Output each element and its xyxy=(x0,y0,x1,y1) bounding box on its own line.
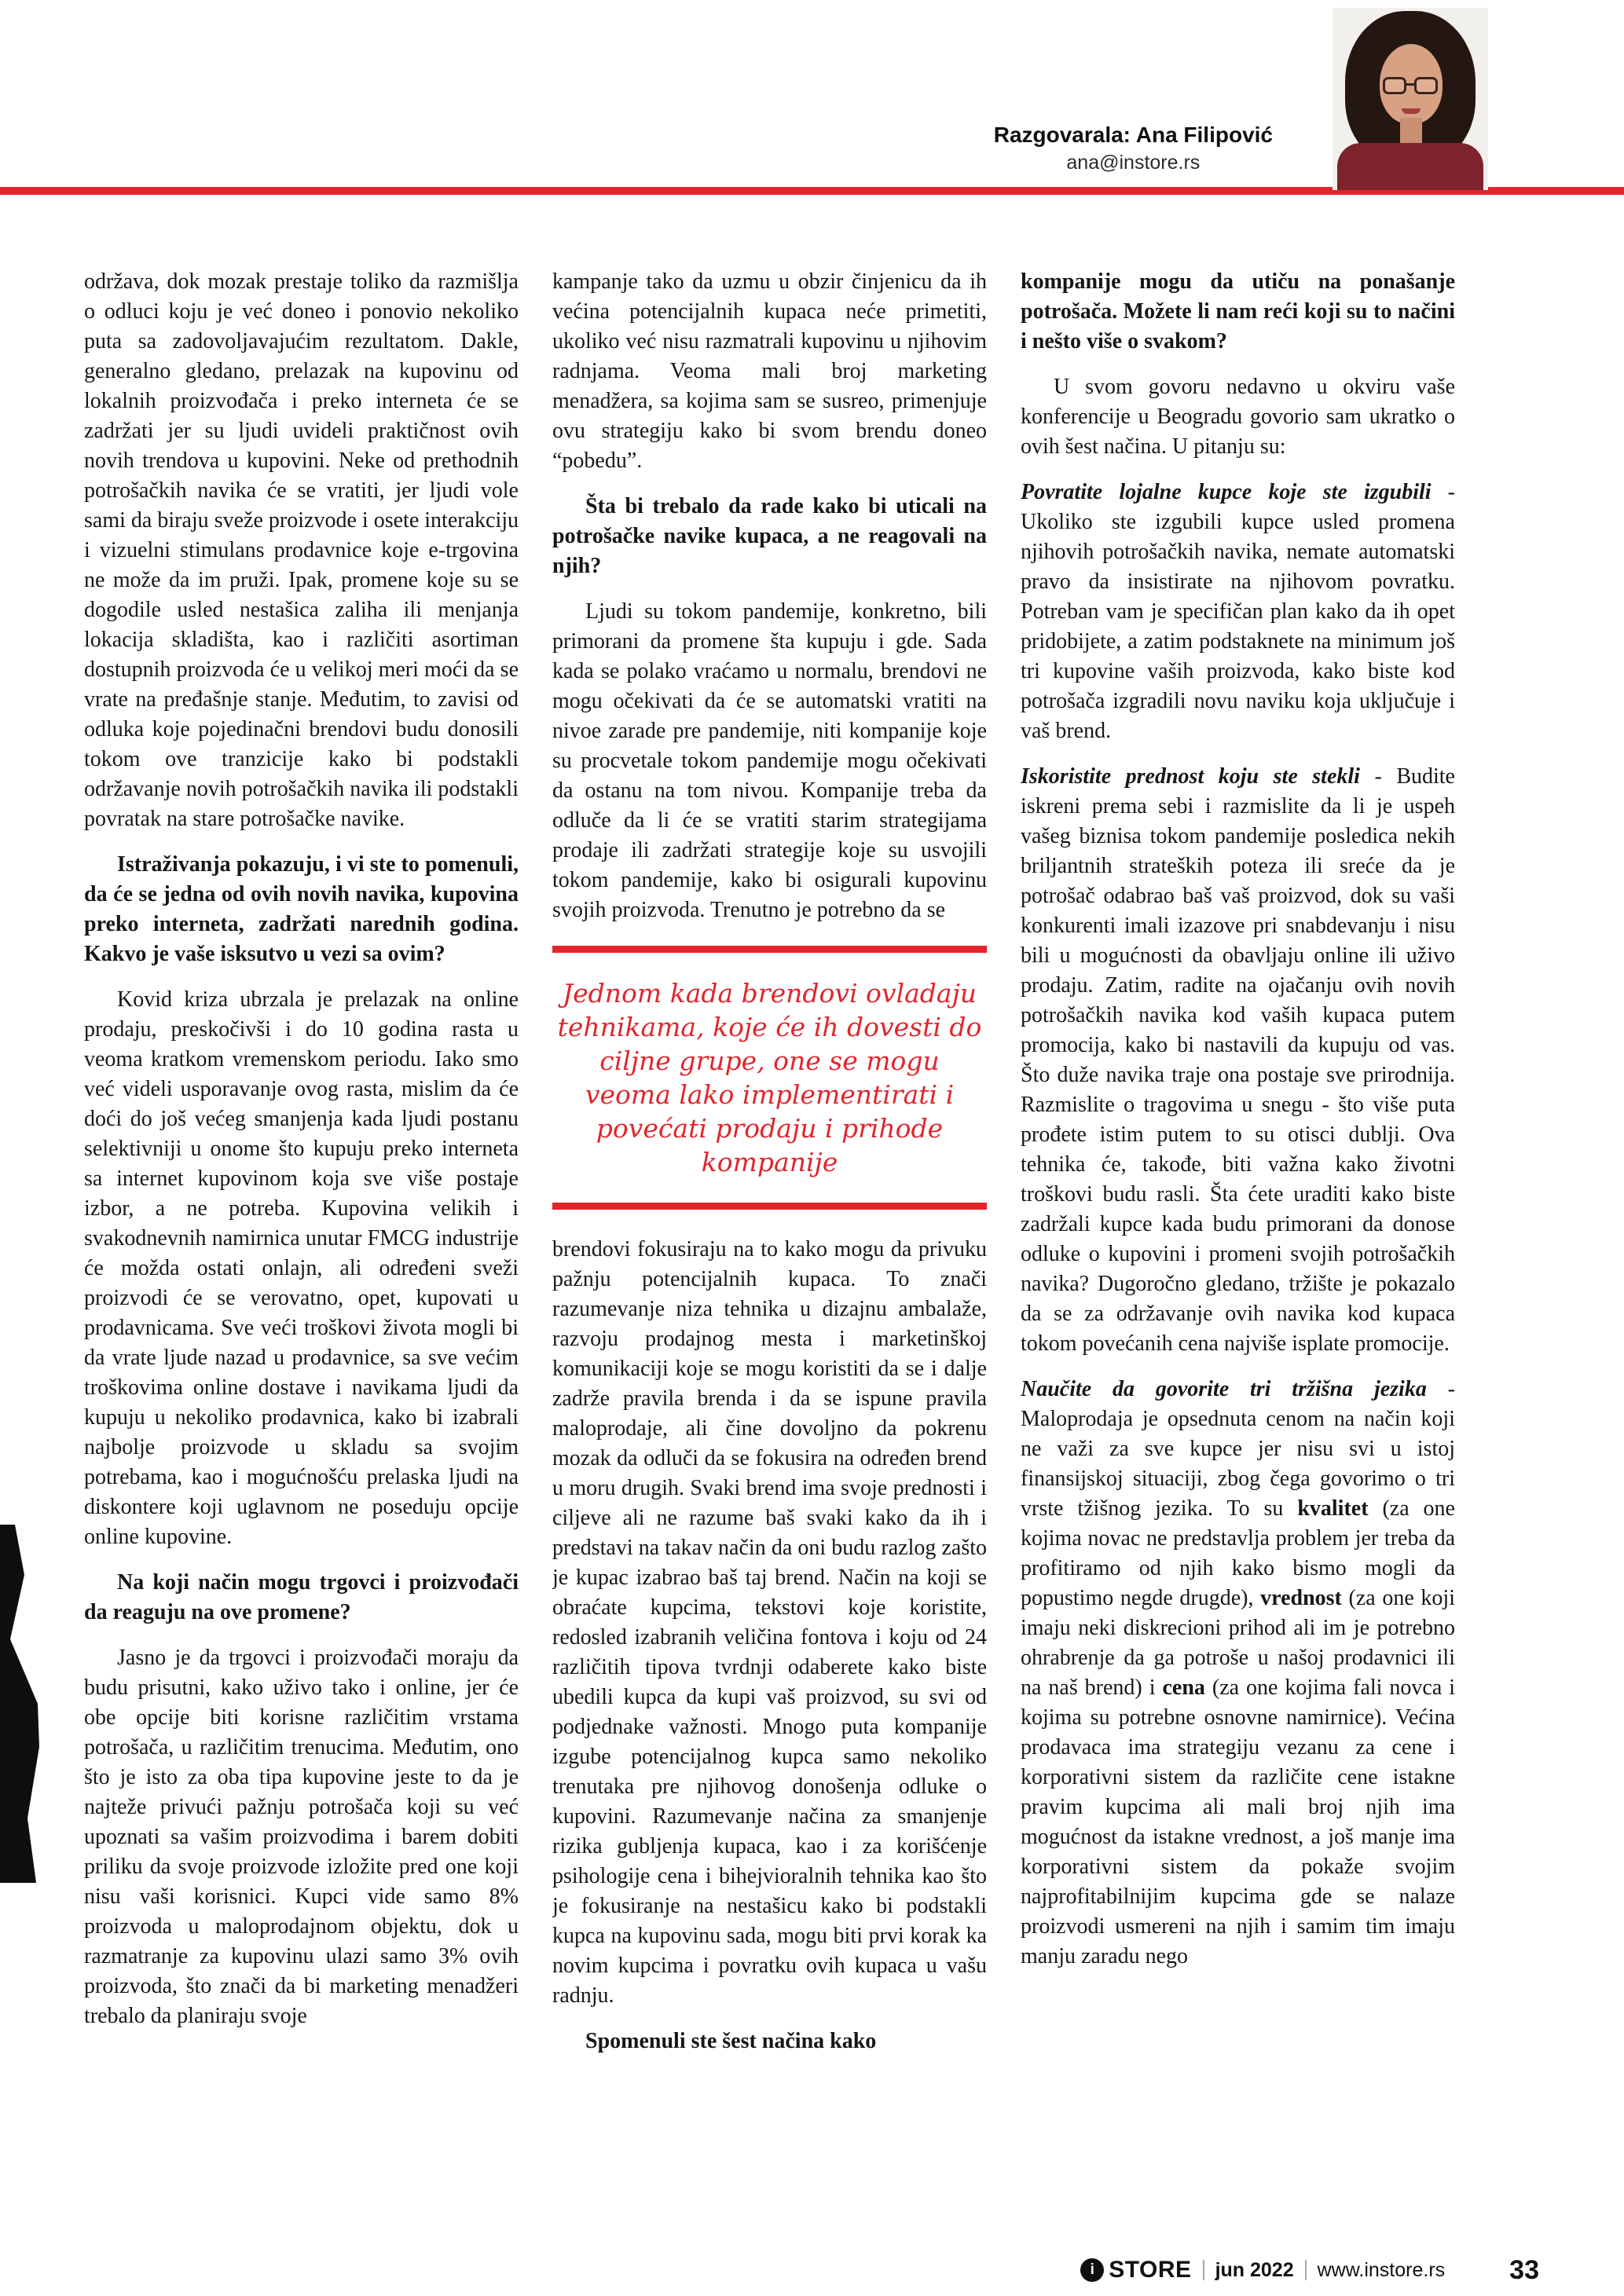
text-run: brendovi fokusiraju na to kako mogu da privuku pažnju potencijalnih kupaca. To znači razumevanje niza tehnika u dizajnu ambalaže, razvoju prodajnog mesta i marketinškoj komunikaciji koje se mogu koristiti da se i dalje zadrže pravila brenda i da se ispune pravila maloprodaje, ali čine dovoljno da pokrenu mozak da odluči da se fokusira na određen brend u moru drugih. Svaki brend ima svoje prednosti i ciljeve ali ne razume baš svaki kako da ih i predstavi na takav način da oni budu razlog zašto je kupac izabrao baš taj brend. Način na koji se obraćate kupcima, tekstovi koje koristite, redosled izabranih veličina fontova i koju od 24 različitih tipova tvrdnji odaberete kako biste ubedili kupca da kupi vaš proizvod, su svi od podjednake važnosti. Mnogo puta kompanije izgube potencijalnog kupca samo nekoliko trenutaka pre njihovog donošenja odluke o kupovini. Razumevanje načina za smanjenje rizika gubljenja kupaca, kao i za korišćenje psihologije cena i bihejvioralnih tehnika kao što je fokusiranje na nestašicu kako bi podstakli kupca na kupovinu sada, mogu biti prvi korak ka novim kupcima i povratku ovih kupaca u vašu radnju. xyxy=(552,1237,987,2008)
body-paragraph xyxy=(552,1235,987,2011)
body-paragraph xyxy=(1021,762,1455,1359)
subheading-lead: Naučite da govorite tri tržišna jezika xyxy=(1021,1377,1427,1401)
column-2 xyxy=(552,267,987,2251)
column-3 xyxy=(1021,267,1455,2251)
glasses-bridge xyxy=(1406,83,1414,86)
pull-quote-rule-bottom xyxy=(552,1203,987,1210)
interview-question xyxy=(1021,267,1455,357)
author-portrait-photo xyxy=(1333,8,1488,190)
pull-quote-text: Jednom kada brendovi ovladaju tehnikama, koje će ih dovesti do ciljne grupe, one se mogu veoma lako implementirati i povećati prodaju i prihode kompanije xyxy=(557,978,982,1177)
text-run: (za one kojima fali novca i kojima su potrebne osnovne namirnice). Većina prodavaca ima strategiju vezanu za cene i korporativni sistem da različite cene istakne pravim kupcima ali mali broj njih ima mogućnost da istakne vrednost, a još manje ima korporativni sistem da pokaže svojim najprofitabilnijim kupcima gde se nalaze proizvodi usmereni na njih i samim tim imaju manju zaradu nego xyxy=(1021,1675,1455,1968)
emphasized-term: kvalitet xyxy=(1297,1496,1369,1521)
emphasized-term: cena xyxy=(1162,1675,1205,1700)
glasses-icon xyxy=(1414,77,1438,94)
text-run: - Budite iskreni prema sebi i razmislite da li je uspeh vašeg biznisa tokom pandemije posledica nekih briljantnih strateških poteza ili sreće da je potrošač odabrao baš vaš proizvod, dok su vaši konkurenti imali izazove pri snabdevanju i nisu bili u mogućnosti da obavljaju online ili uživo prodaju. Zatim, radite na ojačanju ovih novih potrošačkih navika kod vaših kupaca putem promocija, kako bi nastavili da kupuju od vas. Što duže navika traje ona postaje sve prirodnija. Razmislite o tragovima u snegu - što više puta prođete istim putem to su otisci dublji. Ova tehnika će, takođe, biti važna kako životni troškovi budu rasli. Šta ćete uraditi kako biste zadržali kupce kada budu primorani da donose odluke o kupovini i promeni svojih potrošačkih navika? Dugoročno gledano, tržište je pokazalo da se za održavanje ovih navika kod kupaca tokom povećanih cena najviše isplate promocije. xyxy=(1021,764,1455,1356)
body-paragraph xyxy=(84,267,519,834)
page-footer xyxy=(84,2253,1539,2287)
page-number: 33 xyxy=(1509,2254,1539,2285)
instore-logo-letter: i xyxy=(1090,2261,1094,2278)
body-paragraph xyxy=(1021,1375,1455,1972)
body-paragraph xyxy=(552,597,987,925)
portrait-mouth xyxy=(1402,108,1421,114)
portrait-torso xyxy=(1337,143,1483,190)
left-edge-photo-fragment xyxy=(0,1525,39,1883)
interview-question xyxy=(552,492,987,581)
text-run: kompanije mogu da utiču na ponašanje potrošača. Možete li nam reći koji su to načini i nešto više o svakom? xyxy=(1021,269,1455,353)
text-run: Na koji način mogu trgovci i proizvođači da reaguju na ove promene? xyxy=(84,1570,519,1624)
text-run: Jasno je da trgovci i proizvođači moraju da budu prisutni, kako uživo tako i online, jer će obe opcije biti korisne različitim vrstama potrošača, u različitim trenucima. Međutim, ono što je isto za oba tipa kupovine jeste to da je najteže privući pažnju potrošača koji su već upoznati sa vašim proizvodima i barem dobiti priliku da svoje proizvode izložite pred one koji nisu vaši korisnici. Kupci vide samo 8% proizvoda u maloprodajnom objektu, dok u razmatranje za kupovinu ulazi samo 3% ovih proizvoda, što znači da bi marketing menadžeri trebalo da planiraju svoje xyxy=(84,1646,519,2028)
footer-website: www.instore.rs xyxy=(1317,2258,1446,2281)
text-run: - Maloprodaja je opsednuta cenom na način koji ne važi za sve kupce jer nisu svi u istoj finansijskoj situaciji, zbog čega govorimo o tri vrste tžišnog jezika. To su xyxy=(1021,1377,1455,1521)
glasses-icon xyxy=(1383,77,1406,94)
text-run: (za one kojima novac ne predstavlja problem jer treba da profitiramo od njih kako bismo mogli da popustimo negde drugde), xyxy=(1021,1496,1455,1610)
instore-logo-icon xyxy=(1080,2258,1104,2282)
interview-question xyxy=(84,850,519,969)
body-paragraph xyxy=(1021,372,1455,462)
article-body xyxy=(84,267,1455,2251)
text-run: Kovid kriza ubrzala je prelazak na online prodaju, preskočivši i do 10 godina rasta u veoma kratkom vremenskom periodu. Iako smo već videli usporavanje ovog rasta, mislim da će doći do još većeg smanjenja kada ljudi postanu selektivniji u onome što kupuju preko interneta sa internet kupovinom koja sve više postaje izbor, a ne potreba. Kupovina velikih i svakodnevnih namirnica unutar FMCG industrije će možda ostati onlajn, ali određeni sveži proizvodi će se verovatno, opet, kupovati u prodavnicama. Sve veći troškovi života mogli bi da vrate ljude nazad u prodavnice, sa sve većim troškovima online dostave i navikama ljudi da kupuju u nekoliko prodavnica, kako bi izabrali najbolje proizvode u skladu sa svojim potrebama, kao i mogućnošću prelaska ljudi na diskontere koji uglavnom ne poseduju opcije online kupovine. xyxy=(84,987,519,1549)
footer-brand-text: STORE xyxy=(1109,2257,1192,2283)
subheading-lead: Povratite lojalne kupce koje ste izgubili xyxy=(1021,480,1432,504)
body-paragraph xyxy=(84,1643,519,2031)
text-run: Šta bi trebalo da rade kako bi uticali na potrošačke navike kupaca, a ne reagovali na njih? xyxy=(552,494,987,578)
text-run: - Ukoliko ste izgubili kupce usled promena njihovih potrošačkih navika, nemate automatski pravo da insistirate na njihovom povratku. Potreban vam je specifičan plan kako da ih opet pridobijete, a zatim podstaknete na minimum još tri kupovine vaših proizvoda, kako biste kod potrošača izgradili novu naviku koja uključuje i vaš brend. xyxy=(1021,480,1455,743)
text-run: održava, dok mozak prestaje toliko da razmišlja o odluci koju je već doneo i ponovio nekoliko puta sa zadovoljavajućim rezultatom. Dakle, generalno gledano, prelazak na kupovinu od lokalnih proizvođača i preko interneta će se zadržati jer su ljudi uvideli praktičnost ovih novih trendova u kupovini. Neke od prethodnih potrošačkih navika će se vratiti, jer ljudi vole sami da biraju sveže proizvode i osete interakciju i vizuelni stimulans prodavnice koje e-trgovina ne može da im pruži. Ipak, promene koje su se dogodile usled nestašica zaliha ili menjanja lokacija skladišta, kao i različiti asortiman dostupnih proizvoda će u velikoj meri moći da se vrate na pređašnje stanje. Međutim, to zavisi od odluka koje pojedinačni brendovi budu donosili tokom ove tranzicije kako bi podstakli održavanje novih potrošačkih navika ili podstakli povratak na stare potrošačke navike. xyxy=(84,269,519,831)
text-run: kampanje tako da uzmu u obzir činjenicu da ih većina potencijalnih kupaca neće primetiti, ukoliko već nisu razmatrali kupovinu u njihovim radnjama. Veoma mali broj marketing menadžera, sa kojima sam se susreo, primenjuje ovu strategiju kako bi svom brendu doneo “pobedu”. xyxy=(552,269,987,473)
byline-email: ana@instore.rs xyxy=(1066,152,1201,174)
footer-issue-date: jun 2022 xyxy=(1215,2258,1294,2281)
interview-question xyxy=(84,1568,519,1628)
text-run: U svom govoru nedavno u okviru vaše konferencije u Beogradu govorio sam ukratko o ovih šest načina. U pitanju su: xyxy=(1021,375,1455,459)
interview-question xyxy=(552,2027,987,2056)
byline: Razgovarala: Ana Filipović xyxy=(993,123,1273,147)
text-run: Ljudi su tokom pandemije, konkretno, bili primorani da promene šta kupuju i gde. Sada kada se polako vraćamo u normalu, brendovi ne mogu očekivati da će se automatski vratiti na nivoe zarade pre pandemije, niti kompanije koje su procvetale tokom pandemije mogu očekivati da ostanu na tom nivou. Kompanije treba da odluče da li će se vratiti starim strategijama prodaje ili zadržati strategije koje su usvojili tokom pandemije, kako bi osigurali kupovinu svojih proizvoda. Trenutno je potrebno da se xyxy=(552,599,987,922)
body-paragraph xyxy=(1021,478,1455,746)
header-byline-block xyxy=(994,123,1273,174)
column-1 xyxy=(84,267,519,2251)
text-run: Istraživanja pokazuju, i vi ste to pomenuli, da će se jedna od ovih novih navika, kupovina preko interneta, zadržati narednih godina. Kakvo je vaše isksutvo u vezi sa ovim? xyxy=(84,852,519,966)
text-run: Spomenuli ste šest načina kako xyxy=(585,2029,877,2053)
footer-divider xyxy=(1203,2260,1204,2280)
body-paragraph xyxy=(84,985,519,1552)
pull-quote-rule-top xyxy=(552,946,987,953)
footer-divider xyxy=(1305,2260,1307,2280)
pull-quote xyxy=(552,946,987,1210)
emphasized-term: vrednost xyxy=(1260,1586,1342,1610)
body-paragraph xyxy=(552,267,987,476)
subheading-lead: Iskoristite prednost koju ste stekli xyxy=(1021,764,1360,789)
text-run: (za one koji imaju neki diskrecioni prihod ali im je potrebno ohrabrenje da ga potroše u našoj prodavnici ili na naš brend) i xyxy=(1021,1586,1455,1700)
